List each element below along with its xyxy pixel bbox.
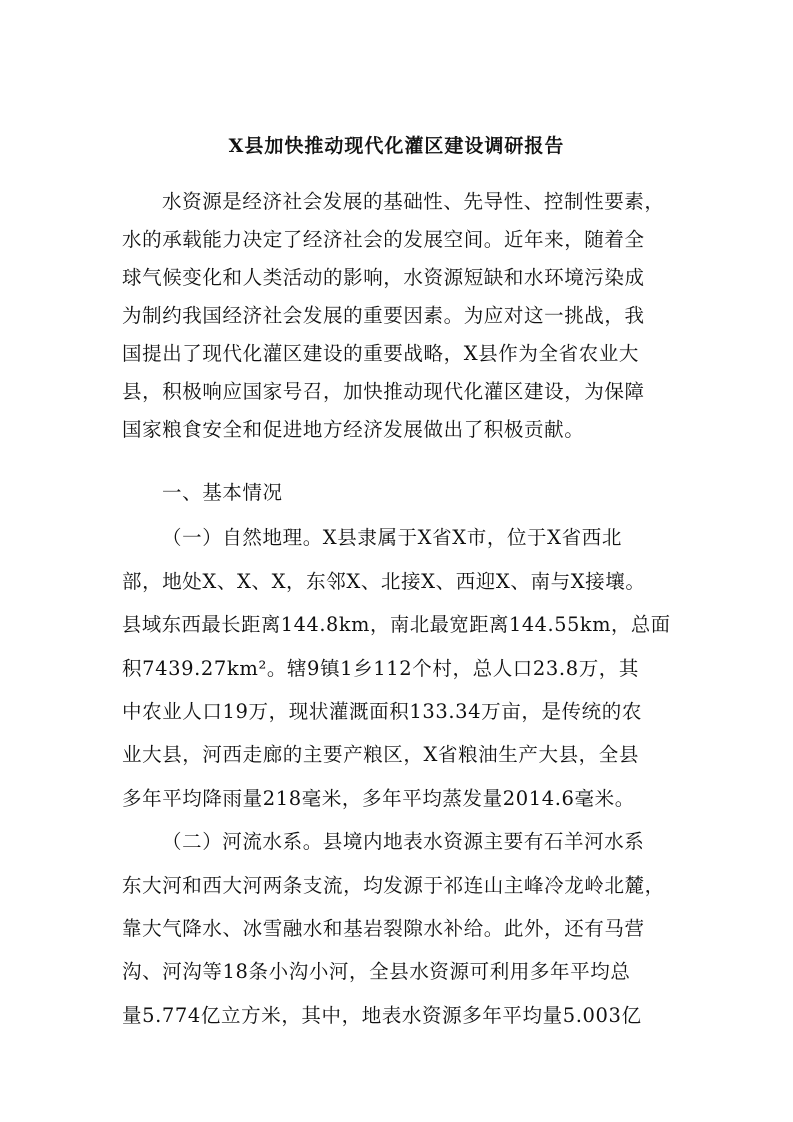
- document-title: X县加快推动现代化灌区建设调研报告: [228, 135, 565, 157]
- paragraph-line: 靠大气降水、冰雪融水和基岩裂隙水补给。此外，还有马营: [122, 917, 645, 940]
- section-heading: 一、基本情况: [162, 481, 283, 504]
- paragraph-line: （二）河流水系。县境内地表水资源主要有石羊河水系: [162, 830, 645, 853]
- paragraph-line: 县域东西最长距离144.8km，南北最宽距离144.55km，总面: [122, 613, 671, 636]
- paragraph-line: 县，积极响应国家号召，加快推动现代化灌区建设，为保障: [122, 380, 645, 403]
- paragraph-line: 球气候变化和人类活动的影响，水资源短缺和水环境污染成: [122, 266, 645, 289]
- paragraph-line: 量5.774亿立方米，其中，地表水资源多年平均量5.003亿: [122, 1004, 642, 1027]
- paragraph-line: 中农业人口19万，现状灌溉面积133.34万亩，是传统的农: [122, 700, 642, 723]
- paragraph-line: 东大河和西大河两条支流，均发源于祁连山主峰冷龙岭北麓，: [122, 874, 665, 897]
- paragraph-line: 水的承载能力决定了经济社会的发展空间。近年来，随着全: [122, 228, 645, 251]
- paragraph-line: 沟、河沟等18条小沟小河，全县水资源可利用多年平均总: [122, 960, 631, 983]
- paragraph-line: 水资源是经济社会发展的基础性、先导性、控制性要素，: [162, 190, 665, 213]
- paragraph-line: 为制约我国经济社会发展的重要因素。为应对这一挑战，我: [122, 304, 645, 327]
- paragraph-line: 国提出了现代化灌区建设的重要战略，X县作为全省农业大: [122, 342, 639, 365]
- paragraph-line: （一）自然地理。X县隶属于X省X市，位于X省西北: [162, 526, 622, 549]
- paragraph-line: 业大县，河西走廊的主要产粮区，X省粮油生产大县，全县: [122, 743, 639, 766]
- paragraph-line: 国家粮食安全和促进地方经济发展做出了积极贡献。: [122, 418, 585, 441]
- paragraph-line: 部，地处X、X、X，东邻X、北接X、西迎X、南与X接壤。: [122, 570, 646, 593]
- paragraph-line: 积7439.27km²。辖9镇1乡112个村，总人口23.8万，其: [122, 657, 640, 680]
- paragraph-line: 多年平均降雨量218毫米，多年平均蒸发量2014.6毫米。: [122, 787, 635, 810]
